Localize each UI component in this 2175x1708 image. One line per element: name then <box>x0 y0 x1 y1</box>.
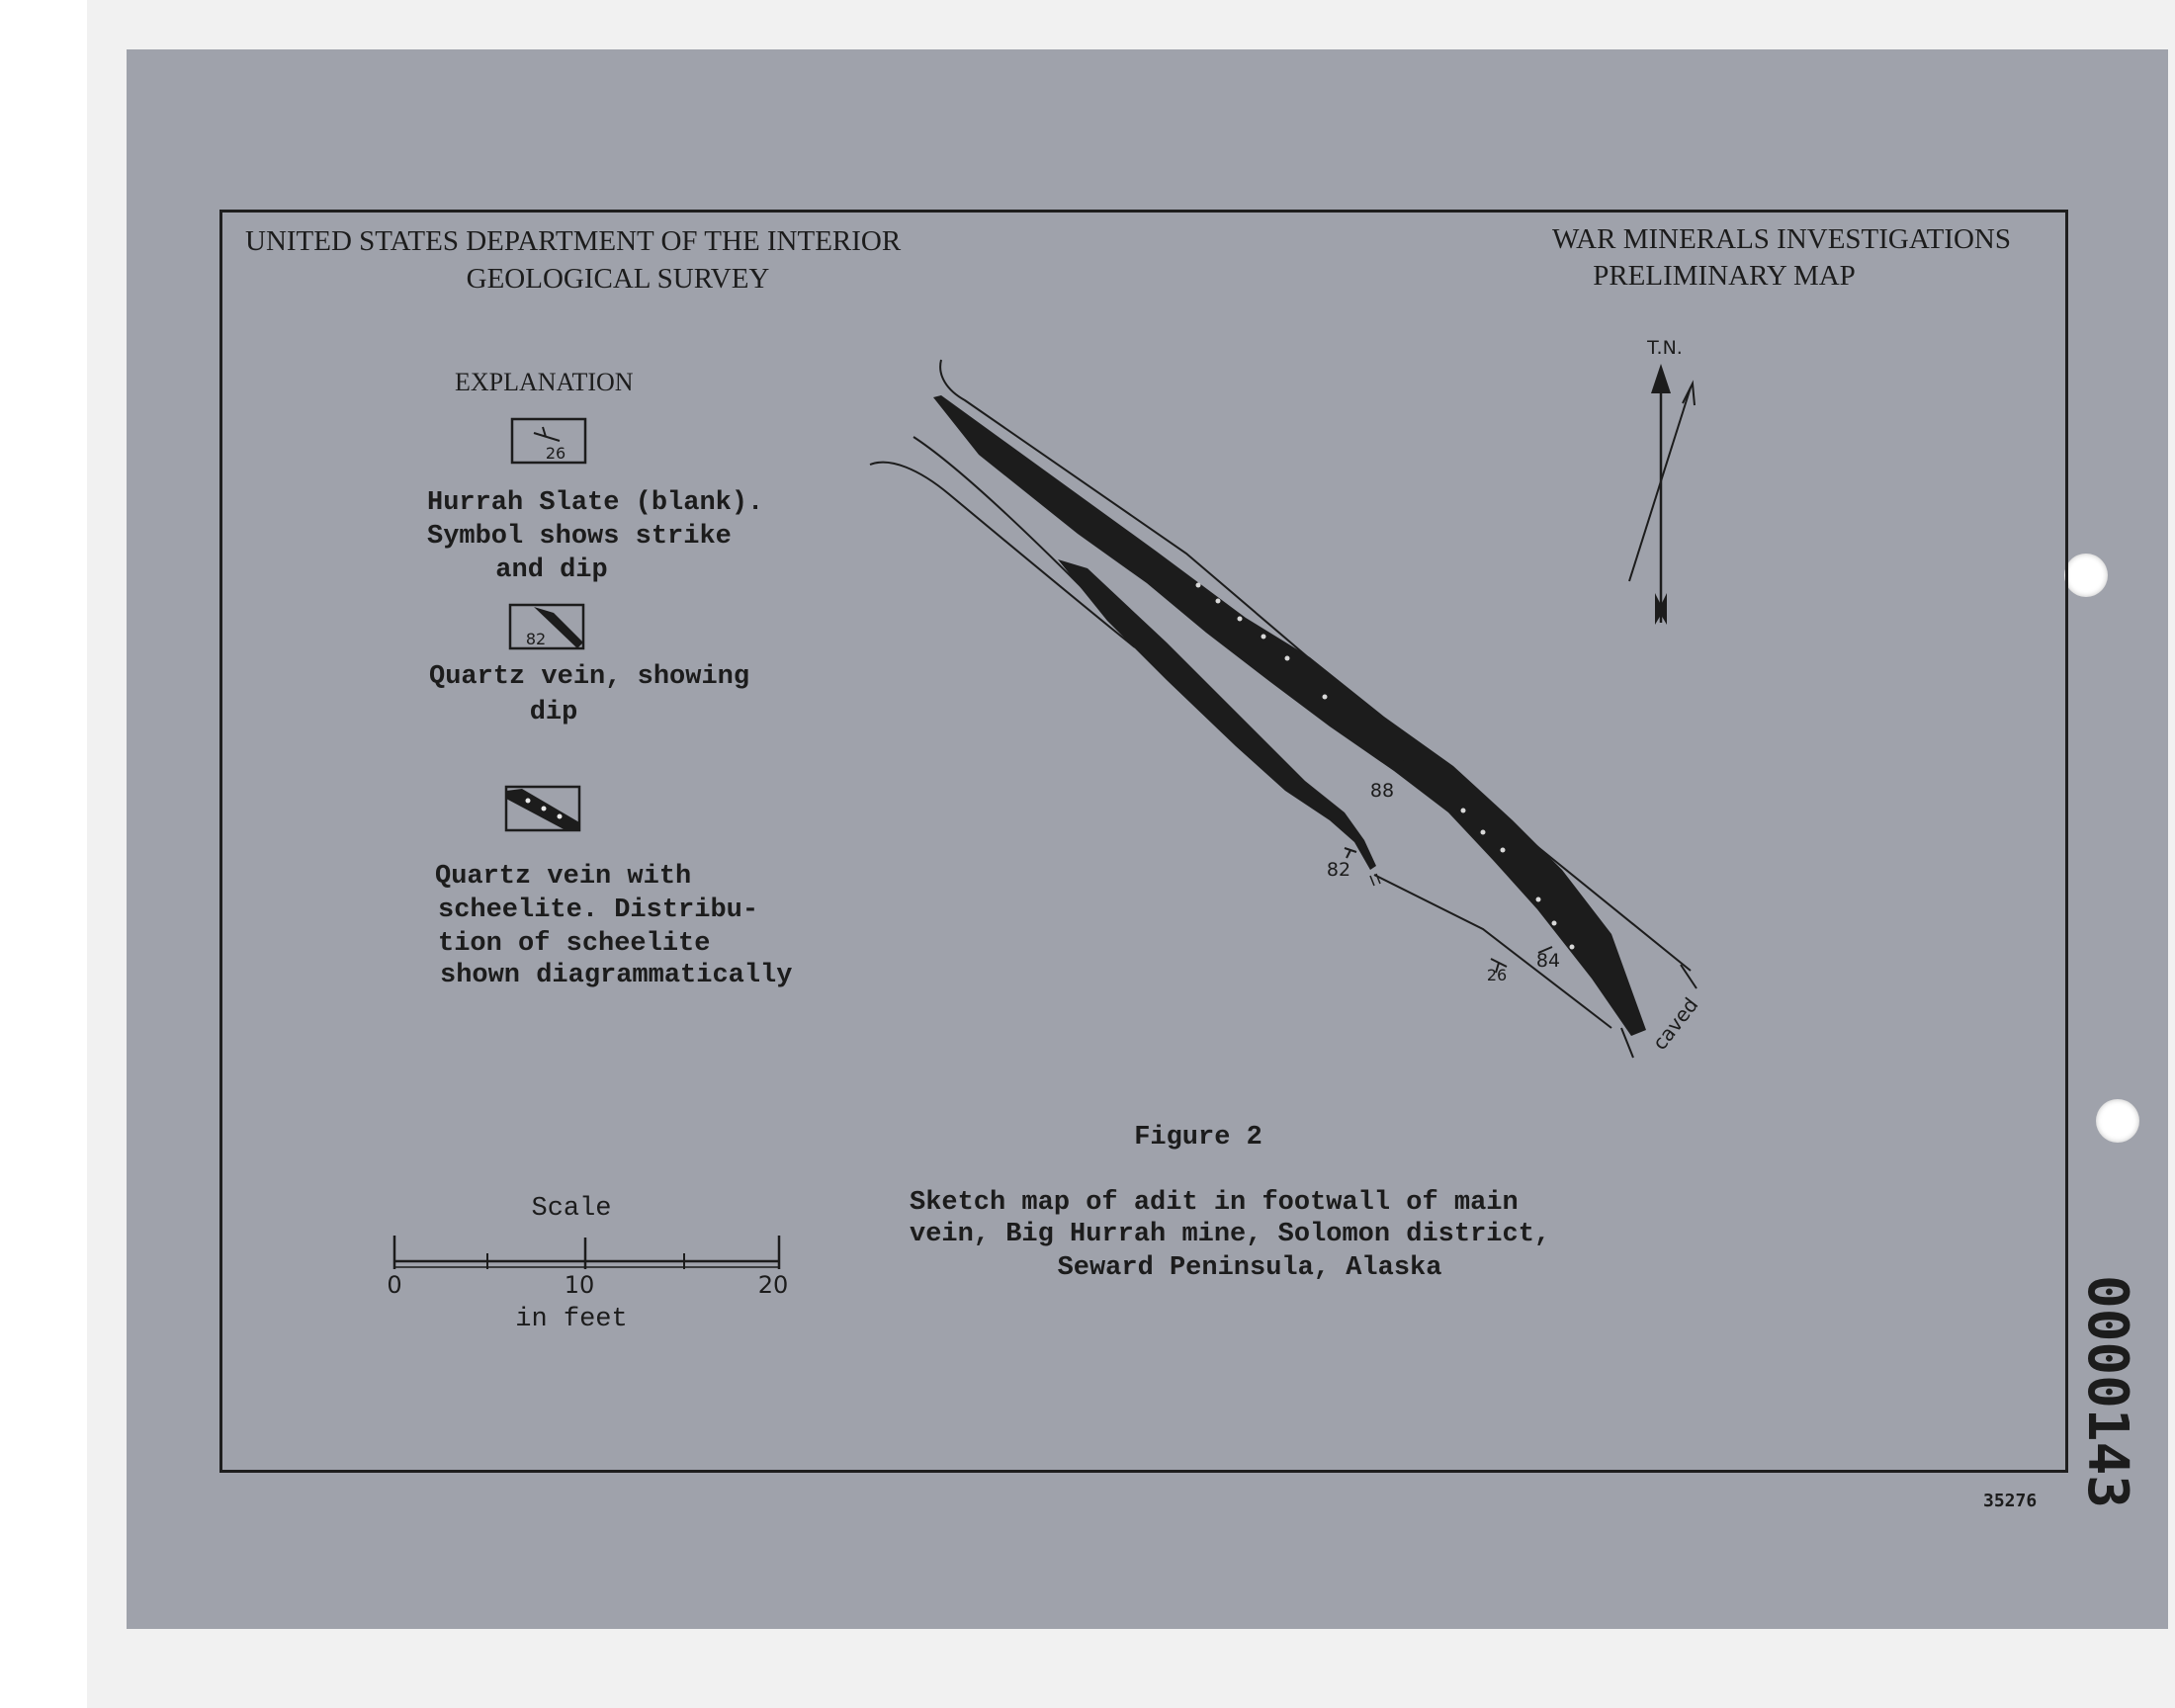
dip-label-26: 26 <box>1486 966 1508 984</box>
scale-label-20: 20 <box>757 1271 789 1299</box>
caption-line2: vein, Big Hurrah mine, Solomon district, <box>910 1220 1551 1249</box>
agency-subtitle: GEOLOGICAL SURVEY <box>466 263 770 295</box>
legend-slate-line3: and dip <box>495 555 608 585</box>
caved-label: caved <box>1647 992 1703 1055</box>
legend-slate-value: 26 <box>545 444 566 463</box>
program-title: WAR MINERALS INVESTIGATIONS <box>1552 223 2011 255</box>
legend-vein-line2: dip <box>529 698 578 727</box>
caption-line3: Seward Peninsula, Alaska <box>1057 1253 1442 1283</box>
caption-line1: Sketch map of adit in footwall of main <box>910 1188 1519 1218</box>
legend-scheelite-line4: shown diagrammatically <box>440 961 793 990</box>
dip-label-84: 84 <box>1535 950 1561 972</box>
figure-number: Figure 2 <box>1134 1123 1262 1153</box>
dip-label-88: 88 <box>1369 780 1395 802</box>
legend-scheelite-line3: tion of scheelite <box>438 929 711 959</box>
north-arrow-icon <box>1651 364 1671 393</box>
legend-slate-line1: Hurrah Slate (blank). <box>427 488 764 518</box>
sheet-number: 35276 <box>1983 1491 2038 1511</box>
legend-slate-line2: Symbol shows strike <box>427 522 732 552</box>
legend-scheelite-line2: scheelite. Distribu- <box>438 896 759 925</box>
map-status: PRELIMINARY MAP <box>1593 260 1856 292</box>
scale-label-0: 0 <box>387 1271 402 1299</box>
agency-title: UNITED STATES DEPARTMENT OF THE INTERIOR <box>245 225 902 257</box>
serial-number <box>2075 1275 2139 1338</box>
explanation-title: EXPLANATION <box>455 368 634 396</box>
legend-scheelite-line1: Quartz vein with <box>435 862 692 892</box>
dip-label-82: 82 <box>1326 859 1351 881</box>
legend-vein-line1: Quartz vein, showing <box>429 662 750 692</box>
dip-symbol-82 <box>1345 848 1356 858</box>
scale-title: Scale <box>531 1194 612 1224</box>
north-label: T.N. <box>1647 337 1683 359</box>
quartz-vein-scheelite <box>933 395 1646 1036</box>
scale-unit: in feet <box>515 1305 628 1334</box>
strike-dip-icon <box>534 427 560 441</box>
scale-label-10: 10 <box>564 1271 595 1299</box>
legend-vein-value: 82 <box>525 630 547 648</box>
